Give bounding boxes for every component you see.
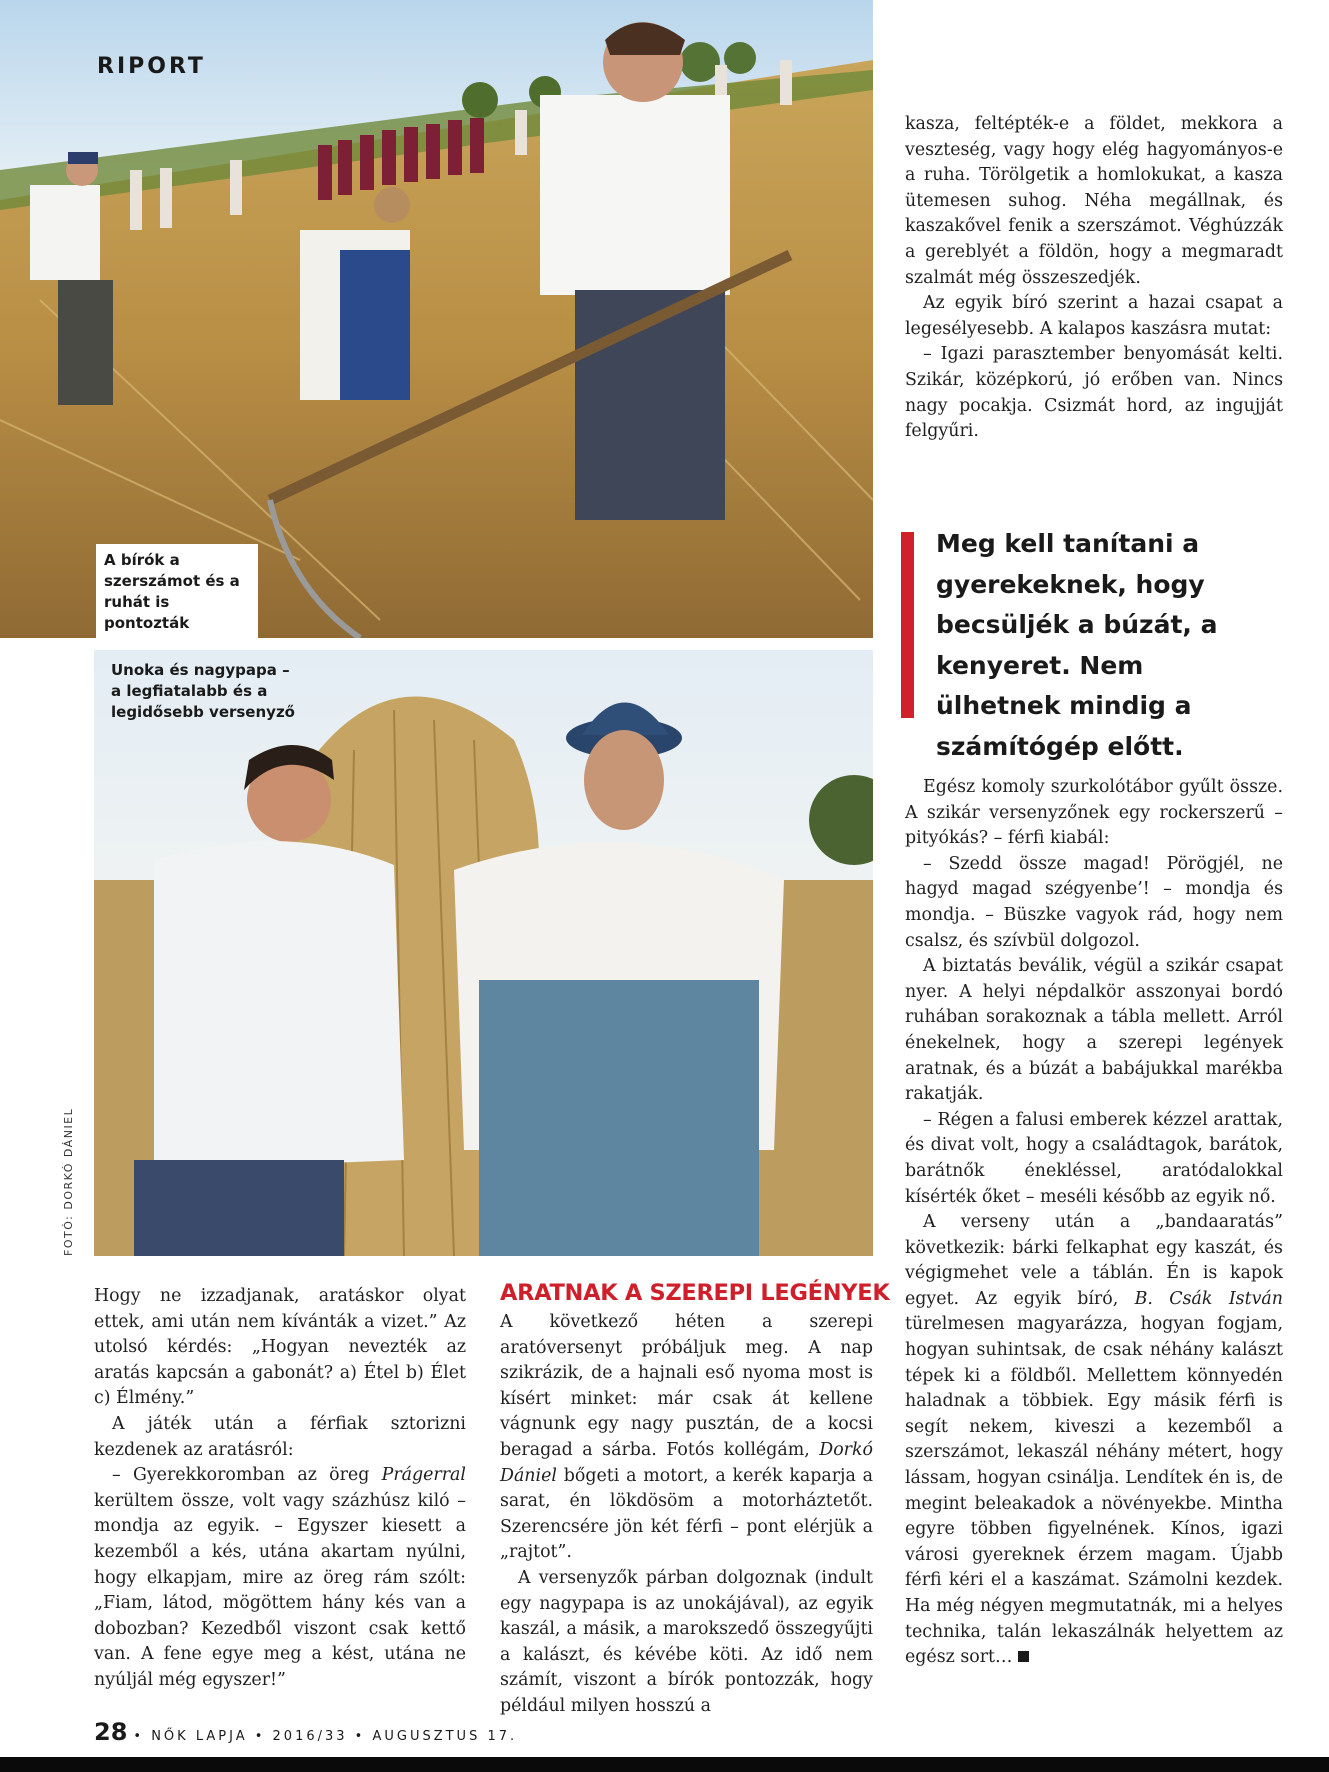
pull-quote-bar bbox=[901, 532, 914, 718]
text: A verseny után a „bandaaratás” következik: bárki felkaphat egy kaszát, és végigmehet vele a táblán. Én is kapok egyet. Az egyik bíró, bbox=[905, 1212, 1283, 1309]
top-photo-caption-text: A bírók a szerszámot és a ruhát is pontozták bbox=[104, 551, 240, 632]
text: bőgeti a motort, a kerék kaparja a sarat, én lökdösöm a motorháztetőt. Szerencsére jön két férfi – pont elérjük a „rajtot”. bbox=[500, 1465, 873, 1563]
person-name: B. Csák István bbox=[1134, 1288, 1283, 1309]
column-3-top bbox=[905, 112, 1283, 445]
top-photo-caption bbox=[96, 544, 258, 640]
page-footer bbox=[94, 1718, 517, 1746]
paragraph: A biztatás beválik, végül a szikár csapat nyer. A helyi népdalkör asszonyai bordó ruhában sorakoznak a tábla mellett. Arról énekelnek, hogy a szerepi legények aratnak, és a búzát a babájukkal marékba rakatják. bbox=[905, 956, 1283, 1105]
paragraph: Az egyik bíró szerint a hazai csapat a legesélyesebb. A kalapos kaszásra mutat: bbox=[905, 293, 1283, 339]
bottom-bar bbox=[0, 1757, 1329, 1772]
harvest-scene-illustration bbox=[0, 0, 873, 638]
pull-quote: Meg kell tanítani a gyerekeknek, hogy becsüljék a búzát, a kenyeret. Nem ülhetnek mindig a számítógép előtt. bbox=[936, 529, 1218, 761]
paragraph: A játék után a férfiak sztorizni kezdenek az aratásról: bbox=[94, 1413, 466, 1460]
paragraph: Hogy ne izzadjanak, aratáskor olyat ettek, ami után nem kívánták a vizet.” Az utolsó kérdés: „Hogyan nevezték az aratás kapcsán a gabonát? a) Étel b) Élet c) Élmény.” bbox=[94, 1286, 466, 1409]
paragraph: – Szedd össze magad! Pörögjél, ne hagyd magad szégyenbe’! – mondja és mondja. – Büszke vagyok rád, hogy nem csalsz, és szívbül dolgozol. bbox=[905, 853, 1283, 951]
photo-credit: FOTÓ: DORKÓ DÁNIEL bbox=[62, 1107, 75, 1256]
text: kerültem össze, volt vagy százhúsz kiló – mondja az egyik. – Egyszer kiesett a kezemből a kés, utána akartam nyúlni, hogy elkapjam, mire az öreg rám szólt: „Fiam, látod, mögöttem hány kés van a dobozban? Kezedből viszont csak kettő van. A fene egye meg a kést, utána ne nyúljál még egyszer!” bbox=[94, 1490, 466, 1690]
section-label: RIPORT bbox=[97, 54, 206, 79]
bottom-photo-portrait bbox=[94, 650, 873, 1256]
paragraph bbox=[500, 1310, 873, 1566]
top-photo-harvest bbox=[0, 0, 873, 638]
person-name: Prágerral bbox=[381, 1465, 466, 1486]
column-1 bbox=[94, 1284, 466, 1694]
paragraph bbox=[94, 1463, 466, 1693]
paragraph: Egész komoly szurkolótábor gyűlt össze. A szikár versenyzőnek egy rockerszerű – pityókás? – férfi kiabál: bbox=[905, 777, 1283, 849]
section-heading: ARATNAK A SZEREPI LEGÉNYEK bbox=[500, 1280, 890, 1306]
portrait-scene-illustration bbox=[94, 650, 873, 1256]
text: türelmesen magyarázza, hogyan fogjam, hogyan suhintsak, de csak néhány kalászt tépek ki a földből. Mellettem könnyedén haladnak a többiek. Egy másik férfi is segít nekem, kiveszi a kezemből a szerszámot, lekaszál néhány métert, hogy lássam, hogyan csinálja. Lendítek én is, de megint beleakadok a növényekbe. Mintha egyre többen figyelnének. Kínos, igazi városi gyereknek érzem magam. Újabb férfi kéri el a kaszámat. Számolni kezdek. Ha még négyen megmutatnák, mi a helyes technika, talán lekaszálnák helyettem az egész sort… bbox=[905, 1314, 1283, 1668]
end-mark bbox=[1018, 1651, 1029, 1662]
issue-info: • NŐK LAPJA • 2016/33 • AUGUSZTUS 17. bbox=[133, 1729, 518, 1744]
paragraph: kasza, feltépték-e a földet, mekkora a veszteség, vagy hogy elég hagyományos-e a ruha. Törölgetik a homlokukat, a kasza ütemesen suhog. Néha megállnak, és kaszakővel fenik a szerszámot. Véghúzzák a gereblyét a földön, hogy a megmaradt szalmát még összeszedjék. bbox=[905, 114, 1283, 288]
column-3-bottom bbox=[905, 775, 1283, 1671]
text: A következő héten a szerepi aratóversenyt próbáljuk meg. A nap szikrázik, de a hajnali eső nyoma most is kísért minket: már csak át kellene vágnunk egy nagy pusztán, de a kocsi beragad a sárba. Fotós kollégám, bbox=[500, 1312, 873, 1460]
page-number: 28 bbox=[94, 1718, 128, 1746]
paragraph: A versenyzők párban dolgoznak (indult egy nagypapa is az unokájával), az egyik kaszál, a másik, a marokszedő összegyűjti a kalászt, és kévébe köti. Az idő nem számít, viszont a bírók pontozzák, hogy például milyen hosszú a bbox=[500, 1567, 873, 1716]
paragraph bbox=[905, 1210, 1283, 1671]
text: – Gyerekkoromban az öreg bbox=[112, 1465, 382, 1486]
person-name: Dorkó Dániel bbox=[500, 1439, 873, 1486]
column-2 bbox=[500, 1310, 873, 1720]
paragraph: – Igazi parasztember benyomását kelti. Szikár, középkorú, jó erőben van. Nincs nagy pocakja. Csizmát hord, az ingujját felgyűri. bbox=[905, 344, 1283, 442]
bottom-photo-caption: Unoka és nagypapa – a legfiatalabb és a legidősebb versenyző bbox=[111, 661, 295, 721]
paragraph: – Régen a falusi emberek kézzel arattak, és divat volt, hogy a családtagok, barátok, barátnők énekléssel, aratódalokkal kísérték őket – meséli később az egyik nő. bbox=[905, 1109, 1283, 1207]
